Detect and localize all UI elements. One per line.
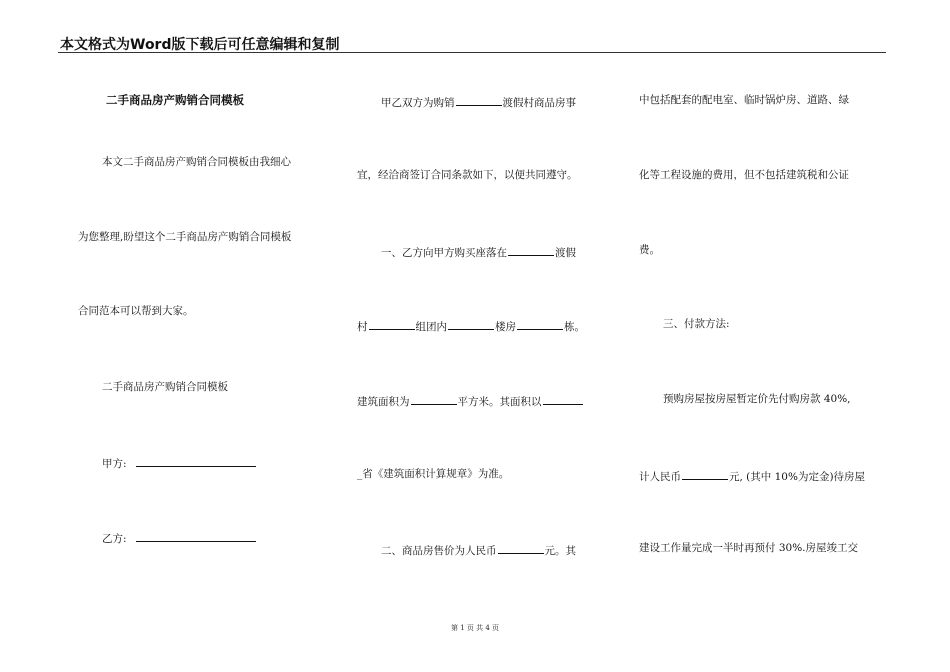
party-a-label: 甲方: (102, 458, 127, 470)
page-footer: 第 1 页 共 4 页 (450, 624, 500, 632)
party-b-line (102, 531, 257, 545)
document-title: 二手商品房产购销合同模板 (106, 93, 244, 107)
col2-text: 渡假 (555, 247, 576, 259)
col2-text: 平方米。其面积以 (457, 396, 542, 408)
col2-text: 栋。 (564, 321, 585, 333)
col2-line-3 (381, 245, 576, 259)
col2-text: 楼房 (495, 321, 516, 333)
col2-text: 建筑面积为 (357, 396, 410, 408)
col2-line-1 (381, 95, 576, 109)
col2-line-6: _省《建筑面积计算规章》为准。 (357, 468, 510, 480)
header-divider (58, 52, 886, 53)
subtitle-line: 二手商品房产购销合同模板 (102, 381, 228, 393)
fill-blank (498, 543, 544, 554)
intro-line-3: 合同范本可以帮到大家。 (78, 305, 194, 317)
party-b-blank (136, 531, 256, 542)
col3-line-2: 化等工程设施的费用，但不包括建筑税和公证 (639, 169, 849, 181)
col2-text: 甲乙双方为购销 (381, 97, 455, 109)
col2-text: 一、乙方向甲方购买座落在 (381, 247, 507, 259)
fill-blank (448, 319, 494, 330)
col2-line-5 (357, 394, 584, 408)
col2-line-7 (381, 543, 576, 557)
document-header: 本文格式为Word版下载后可任意编辑和复制 (60, 37, 340, 53)
col2-text: 元。其 (544, 545, 576, 557)
col3-line-3: 费。 (639, 244, 660, 256)
col3-line-4: 三、付款方法: (663, 318, 730, 330)
fill-blank (456, 95, 502, 106)
col3-line-6 (639, 469, 865, 483)
party-b-label: 乙方: (102, 533, 127, 545)
fill-blank (517, 319, 563, 330)
intro-line-2: 为您整理,盼望这个二手商品房产购销合同模板 (78, 231, 292, 243)
col2-line-2: 宜，经洽商签订合同条款如下，以便共同遵守。 (357, 169, 578, 181)
fill-blank (369, 319, 415, 330)
col2-text: 二、商品房售价为人民币 (381, 545, 497, 557)
party-a-line (102, 456, 257, 470)
fill-blank (508, 245, 554, 256)
party-a-blank (136, 456, 256, 467)
col2-text: 村 (357, 321, 368, 333)
fill-blank (543, 394, 583, 405)
intro-line-1: 本文二手商品房产购销合同模板由我细心 (102, 156, 291, 168)
col2-text: 组团内 (415, 321, 447, 333)
col2-line-4 (357, 319, 585, 333)
fill-blank (682, 469, 728, 480)
col3-line-7: 建设工作量完成一半时再预付 30%.房屋竣工交 (639, 542, 859, 554)
col2-text: 渡假村商品房事 (502, 97, 576, 109)
col3-text: 元, (其中 10%为定金)待房屋 (729, 471, 866, 483)
col3-text: 计人民币 (639, 471, 681, 483)
col3-line-5: 预购房屋按房屋暂定价先付购房款 40%, (663, 393, 851, 405)
fill-blank (411, 394, 457, 405)
col3-line-1: 中包括配套的配电室、临时锅炉房、道路、绿 (639, 94, 849, 106)
